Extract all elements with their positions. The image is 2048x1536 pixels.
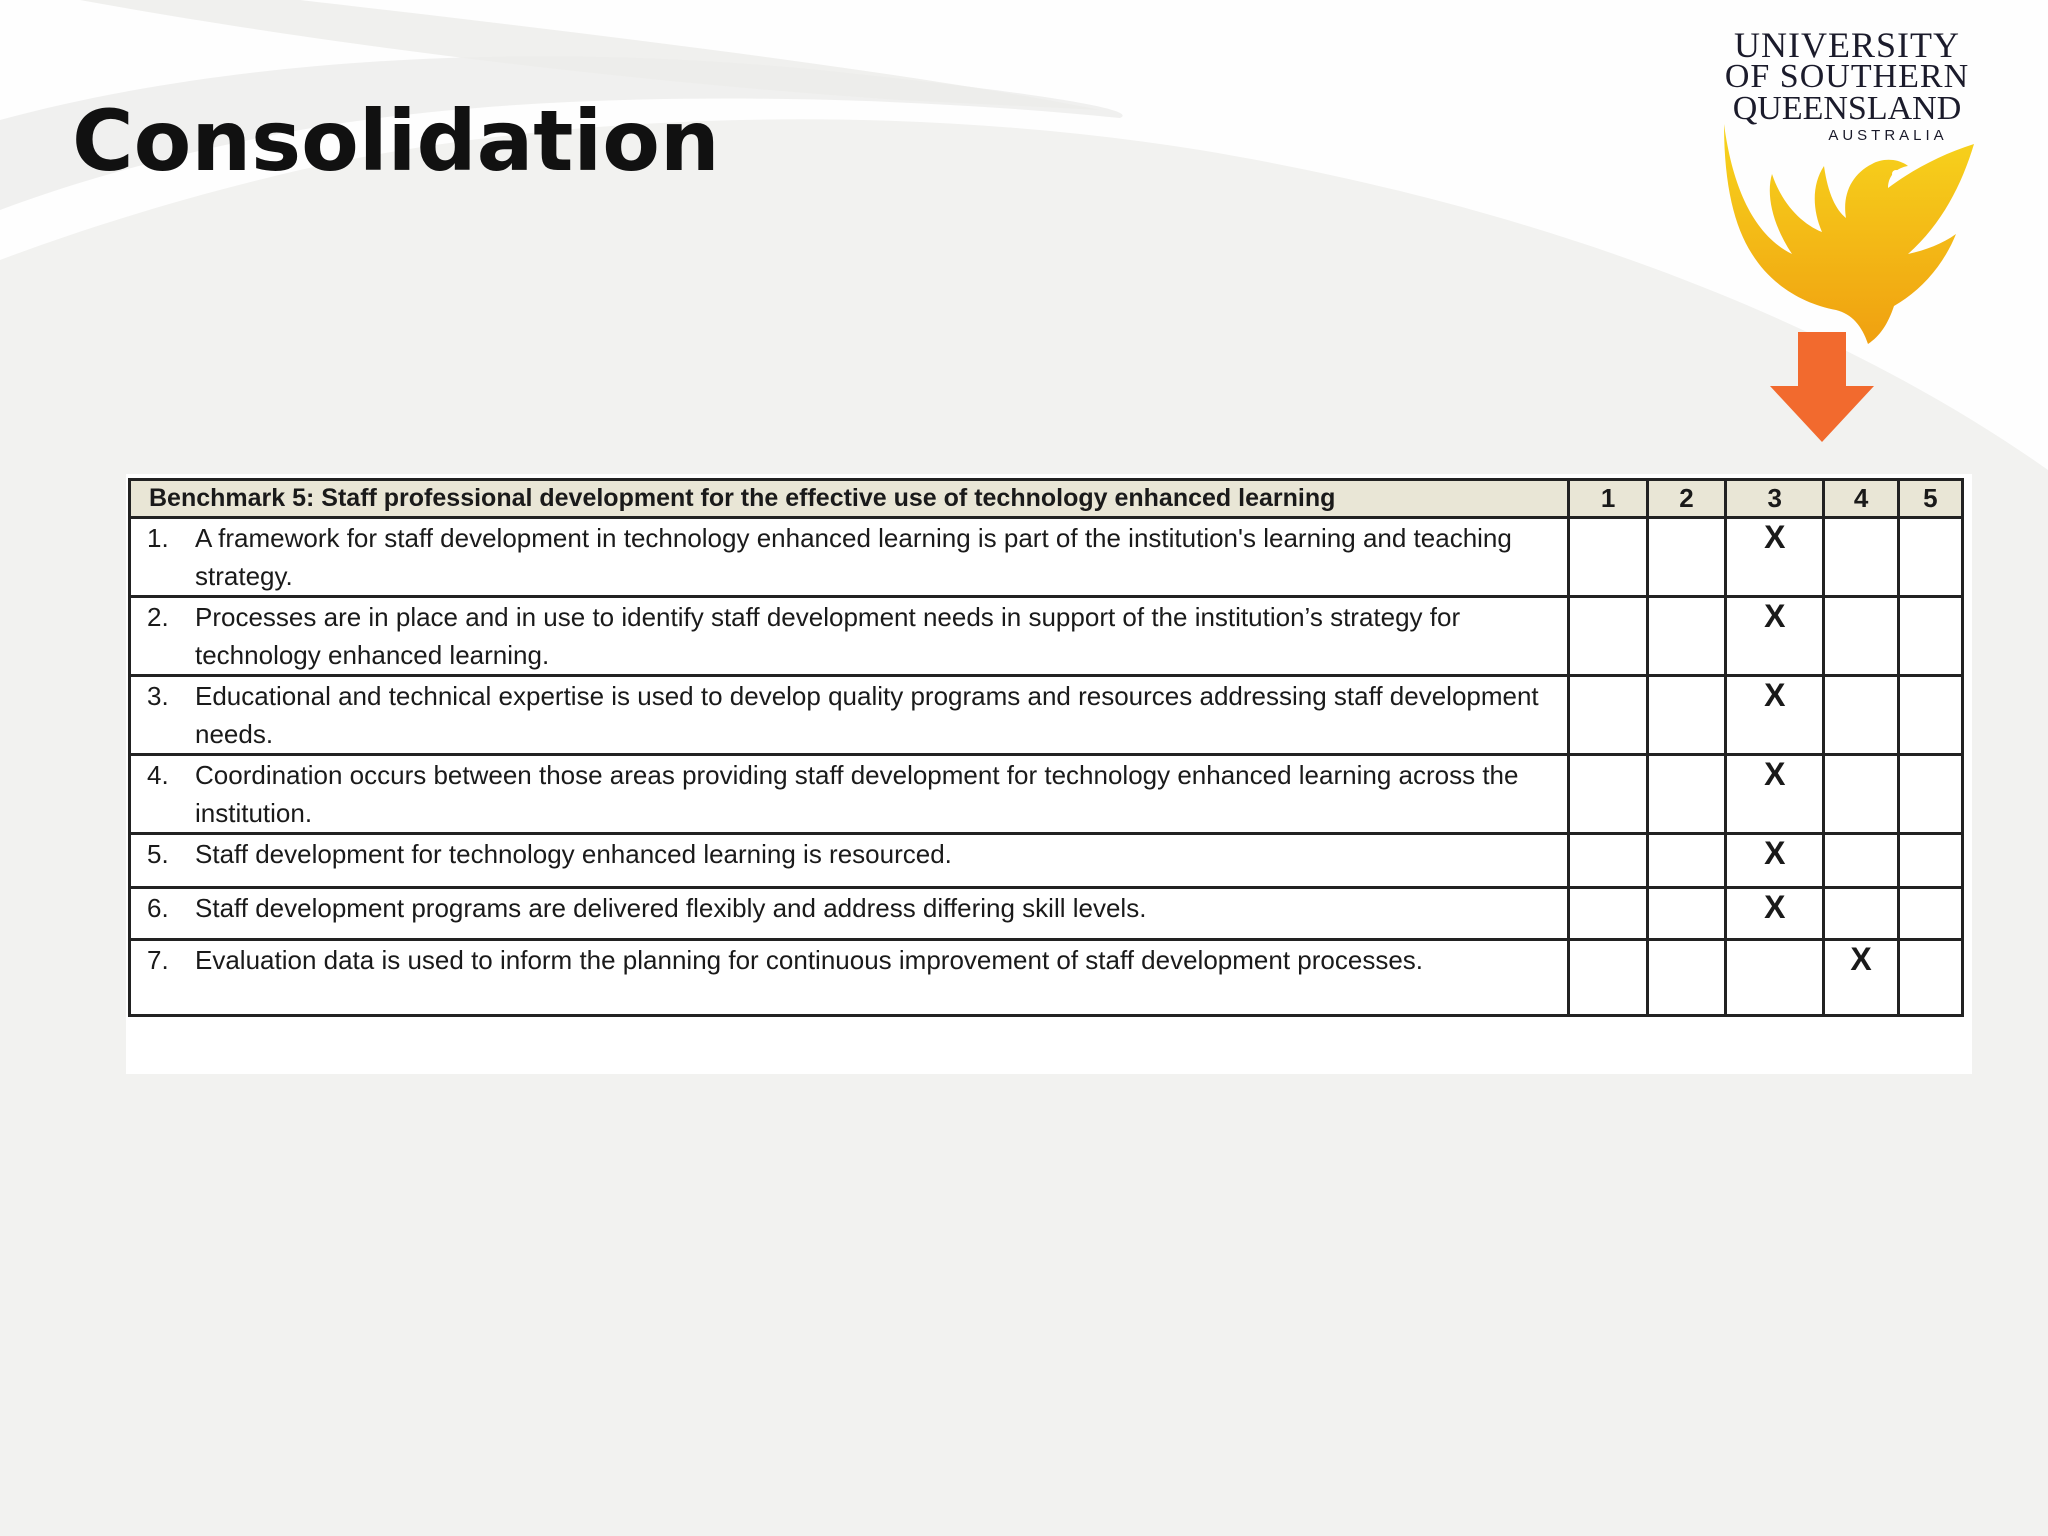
rating-cell-2 bbox=[1647, 676, 1725, 755]
rating-cell-1 bbox=[1569, 518, 1647, 597]
statement-number: 4. bbox=[147, 760, 169, 790]
statement-cell bbox=[130, 888, 1569, 940]
rating-cell-4: X bbox=[1824, 940, 1898, 1016]
level-header-3: 3 bbox=[1726, 480, 1824, 518]
rating-cell-2 bbox=[1647, 888, 1725, 940]
table-row bbox=[130, 676, 1963, 755]
rating-cell-4 bbox=[1824, 755, 1898, 834]
rating-cell-2 bbox=[1647, 518, 1725, 597]
logo-line-australia: AUSTRALIA bbox=[1828, 127, 1948, 144]
statement-number: 6. bbox=[147, 893, 169, 923]
rating-cell-5 bbox=[1898, 834, 1962, 888]
rating-cell-1 bbox=[1569, 834, 1647, 888]
benchmark-table-panel bbox=[126, 474, 1972, 1074]
rating-cell-2 bbox=[1647, 834, 1725, 888]
rating-cell-2 bbox=[1647, 755, 1725, 834]
statement-text: Staff development for technology enhanced learning is resourced. bbox=[195, 839, 952, 869]
rating-cell-1 bbox=[1569, 597, 1647, 676]
rating-cell-4 bbox=[1824, 676, 1898, 755]
university-logo bbox=[1712, 24, 1982, 324]
statement-text: Coordination occurs between those areas providing staff development for technology enhanced learning across the institution. bbox=[195, 760, 1519, 828]
statement-number: 5. bbox=[147, 839, 169, 869]
table-header-row bbox=[130, 480, 1963, 518]
statement-text: Educational and technical expertise is used to develop quality programs and resources addressing staff development needs. bbox=[195, 681, 1539, 749]
statement-cell bbox=[130, 755, 1569, 834]
statement-cell bbox=[130, 940, 1569, 1016]
statement-number: 2. bbox=[147, 602, 169, 632]
rating-cell-1 bbox=[1569, 676, 1647, 755]
rating-cell-2 bbox=[1647, 597, 1725, 676]
rating-cell-1 bbox=[1569, 888, 1647, 940]
rating-cell-5 bbox=[1898, 597, 1962, 676]
rating-cell-3: X bbox=[1726, 834, 1824, 888]
rating-cell-4 bbox=[1824, 597, 1898, 676]
down-arrow-icon bbox=[1766, 332, 1878, 444]
benchmark-title: Benchmark 5: Staff professional development for the effective use of technology enhanced learning bbox=[130, 480, 1569, 518]
logo-line-university: UNIVERSITY bbox=[1734, 25, 1960, 65]
level-header-5: 5 bbox=[1898, 480, 1962, 518]
statement-number: 3. bbox=[147, 681, 169, 711]
rating-cell-3: X bbox=[1726, 888, 1824, 940]
statement-cell bbox=[130, 597, 1569, 676]
rating-cell-3 bbox=[1726, 940, 1824, 1016]
rating-cell-5 bbox=[1898, 676, 1962, 755]
statement-text: Evaluation data is used to inform the planning for continuous improvement of staff development processes. bbox=[195, 945, 1424, 975]
statement-cell bbox=[130, 834, 1569, 888]
rating-cell-3: X bbox=[1726, 518, 1824, 597]
rating-cell-5 bbox=[1898, 940, 1962, 1016]
table-row bbox=[130, 597, 1963, 676]
rating-cell-3: X bbox=[1726, 597, 1824, 676]
table-row bbox=[130, 888, 1963, 940]
phoenix-icon bbox=[1712, 114, 1982, 344]
table-row bbox=[130, 518, 1963, 597]
rating-cell-5 bbox=[1898, 518, 1962, 597]
rating-cell-1 bbox=[1569, 940, 1647, 1016]
statement-text: A framework for staff development in technology enhanced learning is part of the institution's learning and teaching strategy. bbox=[195, 523, 1512, 591]
rating-cell-3: X bbox=[1726, 676, 1824, 755]
rating-cell-1 bbox=[1569, 755, 1647, 834]
benchmark-table bbox=[128, 478, 1964, 1017]
level-header-2: 2 bbox=[1647, 480, 1725, 518]
table-row bbox=[130, 834, 1963, 888]
statement-cell bbox=[130, 518, 1569, 597]
rating-cell-2 bbox=[1647, 940, 1725, 1016]
statement-text: Processes are in place and in use to identify staff development needs in support of the institution’s strategy for technology enhanced learning. bbox=[195, 602, 1461, 670]
rating-cell-5 bbox=[1898, 755, 1962, 834]
table-row bbox=[130, 755, 1963, 834]
slide-title: Consolidation bbox=[72, 92, 720, 190]
statement-cell bbox=[130, 676, 1569, 755]
logo-line-queensland: QUEENSLAND bbox=[1732, 90, 1962, 127]
statement-number: 1. bbox=[147, 523, 169, 553]
statement-number: 7. bbox=[147, 945, 169, 975]
level-header-4: 4 bbox=[1824, 480, 1898, 518]
rating-cell-4 bbox=[1824, 518, 1898, 597]
rating-cell-3: X bbox=[1726, 755, 1824, 834]
level-header-1: 1 bbox=[1569, 480, 1647, 518]
rating-cell-4 bbox=[1824, 834, 1898, 888]
statement-text: Staff development programs are delivered flexibly and address differing skill levels. bbox=[195, 893, 1147, 923]
rating-cell-4 bbox=[1824, 888, 1898, 940]
table-row bbox=[130, 940, 1963, 1016]
logo-line-of-southern: OF SOUTHERN bbox=[1724, 58, 1970, 95]
rating-cell-5 bbox=[1898, 888, 1962, 940]
